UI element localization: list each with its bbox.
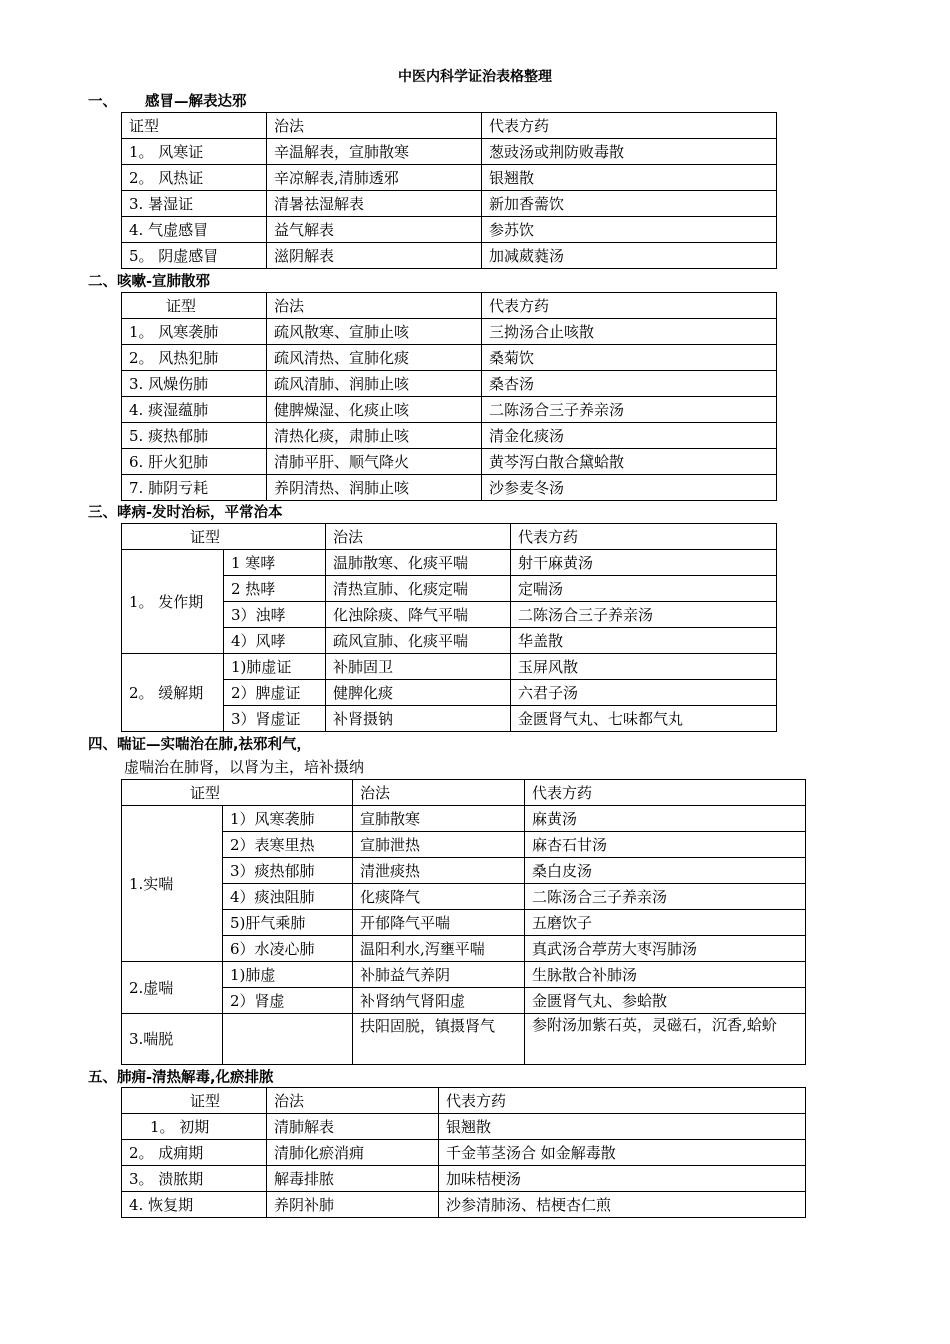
table-row [122, 1140, 806, 1166]
table-row [122, 654, 777, 680]
pattern-cell: 3）痰热郁肺 [223, 858, 353, 884]
group-cell: 2。 缓解期 [122, 654, 224, 732]
method-cell: 宣肺散寒 [353, 806, 525, 832]
table-cough [121, 292, 777, 501]
formula-cell: 黄芩泻白散合黛蛤散 [482, 449, 777, 475]
pattern-cell: 3。 溃脓期 [122, 1166, 267, 1192]
table-row [122, 319, 777, 345]
method-cell: 益气解表 [267, 217, 482, 243]
header-cell: 治法 [353, 780, 525, 806]
pattern-cell: 1）风寒袭肺 [223, 806, 353, 832]
formula-cell: 二陈汤合三子养亲汤 [511, 602, 777, 628]
table-row [122, 884, 806, 910]
formula-cell: 三拗汤合止咳散 [482, 319, 777, 345]
pattern-cell: 1。 风寒证 [122, 139, 267, 165]
pattern-cell: 4）痰浊阻肺 [223, 884, 353, 910]
formula-cell: 金匮肾气丸、七味都气丸 [511, 706, 777, 732]
pattern-cell: 3. 风燥伤肺 [122, 371, 267, 397]
method-cell: 养阴补肺 [267, 1192, 439, 1218]
section-2-heading: 二、咳嗽-宣肺散邪 [88, 274, 211, 290]
table-lung-abscess [121, 1087, 806, 1218]
pattern-cell: 5)肝气乘肺 [223, 910, 353, 936]
section-4-subnote: 虚喘治在肺肾，以肾为主，培补摄纳 [124, 758, 365, 776]
method-cell: 开郁降气平喘 [353, 910, 525, 936]
pattern-cell: 3. 暑湿证 [122, 191, 267, 217]
method-cell: 疏风清热、宣肺化痰 [267, 345, 482, 371]
table-row [122, 550, 777, 576]
pattern-cell: 4）风哮 [224, 628, 326, 654]
table-row [122, 191, 777, 217]
formula-cell: 生脉散合补肺汤 [525, 962, 806, 988]
header-cell: 治法 [267, 293, 482, 319]
formula-cell: 桑菊饮 [482, 345, 777, 371]
page-title: 中医内科学证治表格整理 [398, 69, 552, 85]
formula-cell: 清金化痰汤 [482, 423, 777, 449]
table-row [122, 1014, 806, 1065]
table-asthma [121, 523, 777, 732]
method-cell: 滋阴解表 [267, 243, 482, 269]
table-header-row [122, 524, 777, 550]
table-header-row [122, 1088, 806, 1114]
group-cell: 2.虚喘 [122, 962, 223, 1014]
pattern-cell: 3）浊哮 [224, 602, 326, 628]
section-4-heading: 四、喘证—实喘治在肺,祛邪利气， [88, 737, 312, 753]
section-1-number: 一、 [88, 94, 117, 110]
table-row [122, 165, 777, 191]
formula-cell: 真武汤合葶苈大枣泻肺汤 [525, 936, 806, 962]
pattern-cell: 5. 痰热郁肺 [122, 423, 267, 449]
table-row [122, 475, 777, 501]
method-cell: 补肺益气养阴 [353, 962, 525, 988]
pattern-cell: 5。 阴虚感冒 [122, 243, 267, 269]
formula-cell: 玉屏风散 [511, 654, 777, 680]
pattern-cell: 1。 风寒袭肺 [122, 319, 267, 345]
formula-cell: 二陈汤合三子养亲汤 [525, 884, 806, 910]
table-row [122, 423, 777, 449]
formula-cell: 射干麻黄汤 [511, 550, 777, 576]
table-row [122, 1166, 806, 1192]
header-cell: 证型 [122, 113, 267, 139]
method-cell: 温肺散寒、化痰平喘 [326, 550, 511, 576]
pattern-cell: 7. 肺阴亏耗 [122, 475, 267, 501]
header-cell: 治法 [267, 113, 482, 139]
pattern-cell: 6. 肝火犯肺 [122, 449, 267, 475]
method-cell: 清暑祛湿解表 [267, 191, 482, 217]
pattern-cell: 2）表寒里热 [223, 832, 353, 858]
method-cell: 辛凉解表,清肺透邪 [267, 165, 482, 191]
header-cell: 代表方药 [525, 780, 806, 806]
table-row [122, 397, 777, 423]
table-row [122, 910, 806, 936]
method-cell: 清肺解表 [267, 1114, 439, 1140]
formula-cell: 麻杏石甘汤 [525, 832, 806, 858]
table-row [122, 806, 806, 832]
method-cell: 解毒排脓 [267, 1166, 439, 1192]
formula-cell: 银翘散 [482, 165, 777, 191]
method-cell: 温阳利水,泻壅平喘 [353, 936, 525, 962]
formula-cell: 参附汤加紫石英，灵磁石，沉香,蛤蚧 [525, 1014, 806, 1065]
method-cell: 扶阳固脱，镇摄肾气 [353, 1014, 525, 1065]
header-cell: 证型 [122, 1088, 267, 1114]
table-row [122, 371, 777, 397]
table-row [122, 936, 806, 962]
pattern-cell: 1)肺虚证 [224, 654, 326, 680]
formula-cell: 加味桔梗汤 [439, 1166, 806, 1192]
method-cell: 清热化痰，肃肺止咳 [267, 423, 482, 449]
method-cell: 疏风宣肺、化痰平喘 [326, 628, 511, 654]
formula-cell: 麻黄汤 [525, 806, 806, 832]
pattern-cell: 4. 气虚感冒 [122, 217, 267, 243]
section-1-heading: 感冒—解表达邪 [145, 94, 247, 110]
method-cell: 化浊除痰、降气平喘 [326, 602, 511, 628]
method-cell: 清泄痰热 [353, 858, 525, 884]
header-cell: 证型 [122, 524, 326, 550]
table-row [122, 1192, 806, 1218]
formula-cell: 葱豉汤或荆防败毒散 [482, 139, 777, 165]
formula-cell: 华盖散 [511, 628, 777, 654]
method-cell: 疏风散寒、宣肺止咳 [267, 319, 482, 345]
formula-cell: 桑白皮汤 [525, 858, 806, 884]
table-row [122, 449, 777, 475]
method-cell: 补肾纳气肾阳虚 [353, 988, 525, 1014]
pattern-cell: 2）肾虚 [223, 988, 353, 1014]
section-5-heading: 五、肺痈-清热解毒,化瘀排脓 [88, 1070, 274, 1086]
formula-cell: 千金苇茎汤合 如金解毒散 [439, 1140, 806, 1166]
group-cell: 1.实喘 [122, 806, 223, 962]
table-row [122, 962, 806, 988]
formula-cell: 银翘散 [439, 1114, 806, 1140]
formula-cell: 加减葳蕤汤 [482, 243, 777, 269]
table-row [122, 243, 777, 269]
header-cell: 证型 [122, 780, 353, 806]
method-cell: 辛温解表，宣肺散寒 [267, 139, 482, 165]
table-header-row [122, 780, 806, 806]
pattern-cell: 1)肺虚 [223, 962, 353, 988]
pattern-cell: 4. 痰湿蕴肺 [122, 397, 267, 423]
formula-cell: 新加香薷饮 [482, 191, 777, 217]
method-cell: 宣肺泄热 [353, 832, 525, 858]
method-cell: 补肺固卫 [326, 654, 511, 680]
pattern-cell: 2 热哮 [224, 576, 326, 602]
pattern-cell: 4. 恢复期 [122, 1192, 267, 1218]
method-cell: 化痰降气 [353, 884, 525, 910]
formula-cell: 六君子汤 [511, 680, 777, 706]
table-header-row [122, 293, 777, 319]
header-cell: 治法 [267, 1088, 439, 1114]
pattern-cell: 3）肾虚证 [224, 706, 326, 732]
table-row [122, 858, 806, 884]
formula-cell: 五磨饮子 [525, 910, 806, 936]
formula-cell: 金匮肾气丸、参蛤散 [525, 988, 806, 1014]
header-cell: 代表方药 [439, 1088, 806, 1114]
method-cell: 补肾摄钠 [326, 706, 511, 732]
pattern-cell: 6）水凌心肺 [223, 936, 353, 962]
pattern-cell: 2。 风热证 [122, 165, 267, 191]
pattern-cell: 1 寒哮 [224, 550, 326, 576]
method-cell: 健脾化痰 [326, 680, 511, 706]
section-3-heading: 三、哮病-发时治标，平常治本 [88, 505, 283, 521]
method-cell: 养阴清热、润肺止咳 [267, 475, 482, 501]
formula-cell: 定喘汤 [511, 576, 777, 602]
formula-cell: 沙参清肺汤、桔梗杏仁煎 [439, 1192, 806, 1218]
table-row [122, 345, 777, 371]
header-cell: 治法 [326, 524, 511, 550]
table-row [122, 988, 806, 1014]
table-cold [121, 112, 777, 269]
table-dyspnea [121, 779, 806, 1065]
header-cell: 代表方药 [511, 524, 777, 550]
pattern-cell: 1。 初期 [122, 1114, 267, 1140]
header-cell: 代表方药 [482, 113, 777, 139]
formula-cell: 沙参麦冬汤 [482, 475, 777, 501]
pattern-cell [223, 1014, 353, 1065]
formula-cell: 二陈汤合三子养亲汤 [482, 397, 777, 423]
pattern-cell: 2。 风热犯肺 [122, 345, 267, 371]
table-row [122, 832, 806, 858]
header-cell: 代表方药 [482, 293, 777, 319]
method-cell: 清肺平肝、顺气降火 [267, 449, 482, 475]
pattern-cell: 2）脾虚证 [224, 680, 326, 706]
method-cell: 清热宣肺、化痰定喘 [326, 576, 511, 602]
method-cell: 疏风清肺、润肺止咳 [267, 371, 482, 397]
method-cell: 健脾燥湿、化痰止咳 [267, 397, 482, 423]
method-cell: 清肺化瘀消痈 [267, 1140, 439, 1166]
header-cell: 证型 [122, 293, 267, 319]
formula-cell: 桑杏汤 [482, 371, 777, 397]
table-row [122, 1114, 806, 1140]
pattern-cell: 2。 成痈期 [122, 1140, 267, 1166]
group-cell: 3.喘脱 [122, 1014, 223, 1065]
table-row [122, 217, 777, 243]
formula-cell: 参苏饮 [482, 217, 777, 243]
group-cell: 1。 发作期 [122, 550, 224, 654]
table-row [122, 139, 777, 165]
table-header-row [122, 113, 777, 139]
